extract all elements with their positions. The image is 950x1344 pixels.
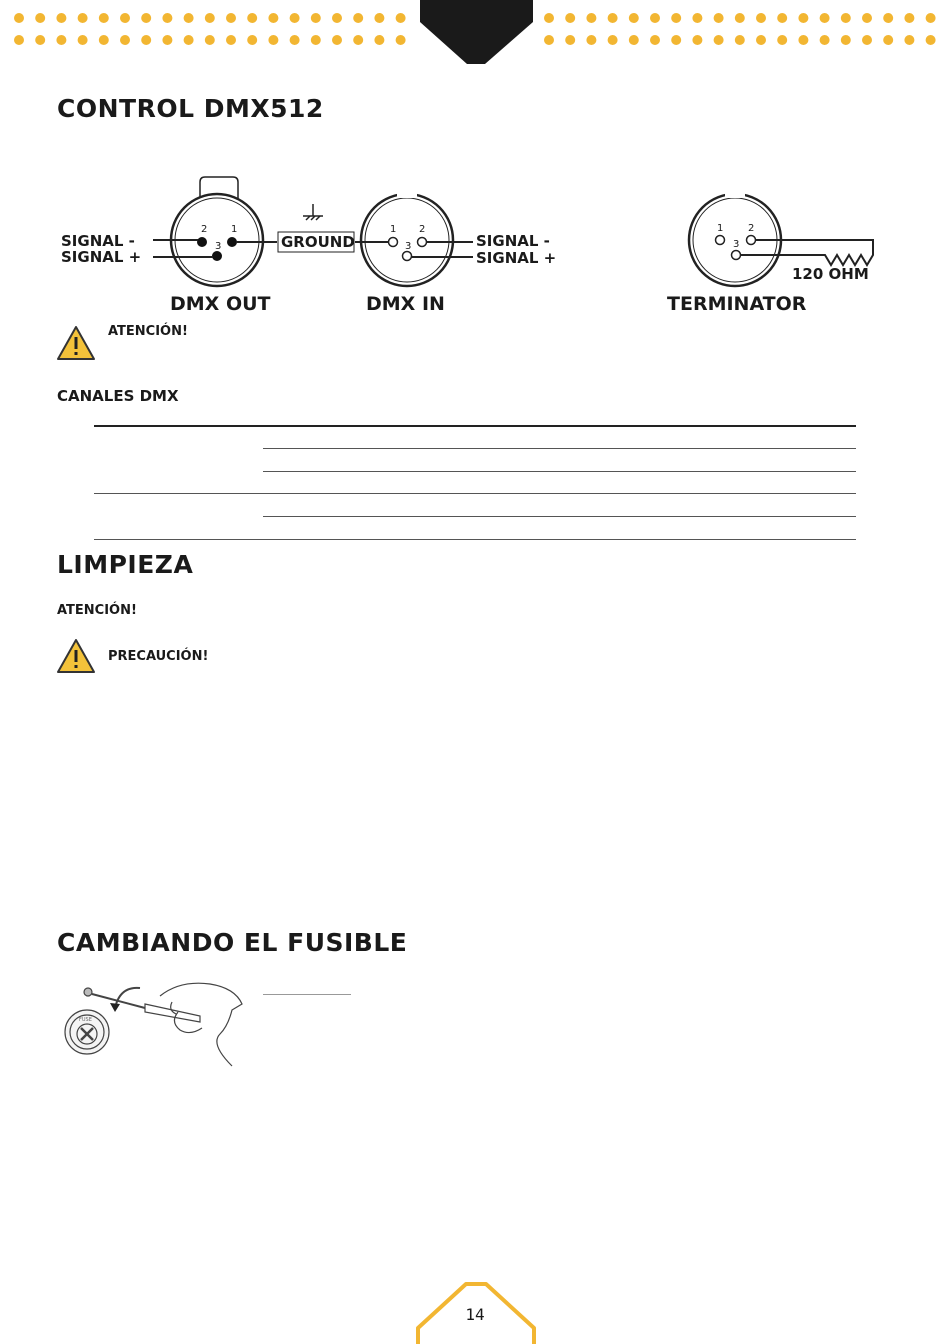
header-dot (353, 35, 363, 45)
header-dot (353, 13, 363, 23)
header-dot (14, 13, 24, 23)
pin-3-label-out: 3 (215, 241, 222, 252)
table-top-rule (94, 425, 856, 427)
header-dot (120, 13, 130, 23)
label-120-ohm: 120 OHM (792, 265, 869, 283)
header-dot (205, 35, 215, 45)
label-dmx-out: DMX OUT (170, 293, 271, 315)
table-row-rule (263, 448, 856, 449)
dmx-out-connector (171, 177, 263, 286)
header-dot (268, 13, 278, 23)
header-tab-shape (420, 0, 533, 64)
header-dot (735, 35, 745, 45)
header-dot (141, 13, 151, 23)
header-dot (374, 35, 384, 45)
header-dot (629, 13, 639, 23)
header-dot (332, 13, 342, 23)
header-dot (735, 13, 745, 23)
pin-1-label-out: 1 (231, 224, 238, 235)
header-decoration (0, 0, 950, 70)
table-row-rule (263, 516, 856, 517)
header-dot (820, 13, 830, 23)
pin-1-label-in: 1 (390, 224, 397, 235)
pin-3-label-in: 3 (405, 241, 412, 252)
header-dot (332, 35, 342, 45)
header-dot (226, 35, 236, 45)
header-dot (756, 13, 766, 23)
warning-icon (56, 325, 96, 361)
header-dot (544, 13, 554, 23)
dmx-in-connector (361, 192, 453, 286)
header-dot (608, 13, 618, 23)
header-dot (226, 13, 236, 23)
header-dot (862, 13, 872, 23)
label-signal-minus-in: SIGNAL - (476, 232, 550, 250)
header-dot (883, 35, 893, 45)
table-group-rule (94, 493, 856, 494)
header-dot (692, 13, 702, 23)
header-dot (777, 13, 787, 23)
header-dot (671, 13, 681, 23)
label-ground: GROUND (281, 233, 355, 251)
label-dmx-in: DMX IN (366, 293, 445, 315)
header-dot (374, 13, 384, 23)
header-dot (14, 35, 24, 45)
header-dot (650, 13, 660, 23)
header-dot (311, 35, 321, 45)
section-title-channels: CANALES DMX (57, 387, 179, 405)
section-title-fuse: CAMBIANDO EL FUSIBLE (57, 928, 408, 957)
header-dot (35, 35, 45, 45)
header-dot (311, 13, 321, 23)
header-dot (798, 13, 808, 23)
header-dot (841, 13, 851, 23)
warning-icon (56, 638, 96, 674)
header-dot (141, 35, 151, 45)
header-dot (162, 13, 172, 23)
header-dot (78, 13, 88, 23)
header-dot (78, 35, 88, 45)
header-dot (714, 13, 724, 23)
header-dot (184, 35, 194, 45)
pin-2-label-in: 2 (419, 224, 426, 235)
header-dot (120, 35, 130, 45)
header-dot (247, 35, 257, 45)
header-dot (290, 13, 300, 23)
header-dot (926, 35, 936, 45)
fuse-caption-rule (263, 994, 351, 995)
label-terminator: TERMINATOR (667, 293, 807, 315)
fuse-label: FUSE (79, 1017, 92, 1023)
fuse-replacement-illustration (60, 978, 245, 1070)
header-dot (565, 35, 575, 45)
label-signal-minus-out: SIGNAL - (61, 232, 135, 250)
header-dot (714, 35, 724, 45)
header-dot (35, 13, 45, 23)
header-dot (56, 13, 66, 23)
header-dot (268, 35, 278, 45)
header-dot (756, 35, 766, 45)
header-dot (777, 35, 787, 45)
header-dot (99, 13, 109, 23)
header-dot (247, 13, 257, 23)
header-dot (692, 35, 702, 45)
header-dot (608, 35, 618, 45)
pin-1-label-term: 1 (717, 223, 724, 234)
header-dot (820, 35, 830, 45)
header-dot (671, 35, 681, 45)
header-dot (926, 13, 936, 23)
cleaning-caution-label: PRECAUCIÓN! (108, 649, 209, 664)
header-dot (841, 35, 851, 45)
pin-3-label-term: 3 (733, 239, 740, 250)
cleaning-attention-label: ATENCIÓN! (57, 603, 137, 618)
header-dot (396, 35, 406, 45)
section-title-cleaning: LIMPIEZA (57, 550, 194, 579)
section-title-dmx: CONTROL DMX512 (57, 94, 324, 123)
dmx-wiring-diagram (55, 170, 885, 320)
header-dot (862, 35, 872, 45)
header-dot (396, 13, 406, 23)
header-dot (290, 35, 300, 45)
label-signal-plus-out: SIGNAL + (61, 248, 142, 266)
header-dot (162, 35, 172, 45)
table-row-rule (263, 471, 856, 472)
header-dot (798, 35, 808, 45)
header-dot (56, 35, 66, 45)
dmx-warning-label: ATENCIÓN! (108, 324, 188, 339)
header-dot (904, 13, 914, 23)
header-dot (586, 13, 596, 23)
header-dot (586, 35, 596, 45)
header-dot (629, 35, 639, 45)
header-dot (184, 13, 194, 23)
label-signal-plus-in: SIGNAL + (476, 249, 557, 267)
ground-icon (303, 204, 323, 220)
header-dot (883, 13, 893, 23)
pin-2-label-term: 2 (748, 223, 755, 234)
header-dot (544, 35, 554, 45)
header-dot (99, 35, 109, 45)
header-dot (205, 13, 215, 23)
page-number: 14 (465, 1305, 485, 1324)
table-bottom-rule (94, 539, 856, 540)
header-dot (904, 35, 914, 45)
header-dot (565, 13, 575, 23)
header-dot (650, 35, 660, 45)
pin-2-label-out: 2 (201, 224, 208, 235)
